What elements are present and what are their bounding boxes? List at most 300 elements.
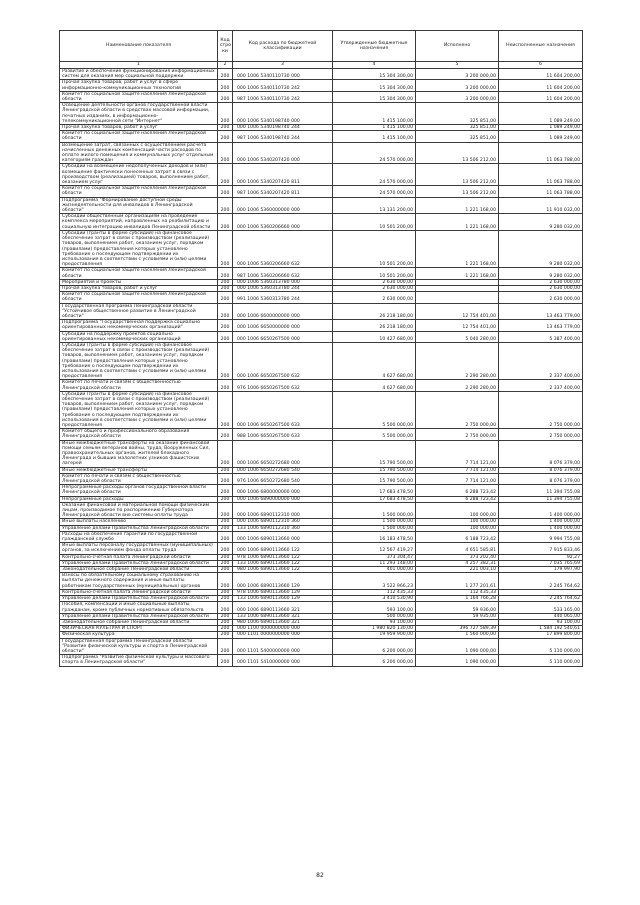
row-name-cell: Взносы по обязательному социальному страхованию на выплаты денежного содержания и иные выплаты работникам государственных (муниципальных) органов [60, 573, 218, 590]
row-code-cell: 200 [218, 125, 233, 131]
row-kbk-cell: 000 1006 5340110730 000 [233, 69, 333, 80]
row-remaining-cell: 11 063 788,00 [499, 164, 583, 186]
row-name-cell: Прочая закупка товаров, работ и услуг [60, 125, 218, 131]
table-row [60, 543, 583, 554]
row-remaining-cell: 2 630 000,00 [499, 279, 583, 285]
row-remaining-cell: 92,27 [499, 554, 583, 560]
row-approved-cell: 1 415 100,00 [333, 131, 416, 142]
row-code-cell: 200 [218, 142, 233, 164]
row-code-cell: 200 [218, 320, 233, 331]
row-code-cell: 200 [218, 632, 233, 638]
row-kbk-cell: 000 1006 6650272680 540 [233, 467, 333, 473]
table-header [60, 31, 583, 69]
header-executed: Исполнено [416, 31, 499, 62]
row-kbk-cell: 000 1006 6600000000 000 [233, 303, 333, 320]
row-executed-cell: 6 188 723,42 [416, 531, 499, 542]
row-code-cell: 200 [218, 69, 233, 80]
row-kbk-cell: 980 1006 6890113660 122 [233, 567, 333, 573]
row-approved-cell: 26 218 180,00 [333, 303, 416, 320]
row-kbk-cell: 000 1006 5360313780 000 [233, 279, 333, 285]
row-remaining-cell: 13 463 779,00 [499, 320, 583, 331]
row-name-cell: Иные межбюджетные трансферты на оказание финансовой помощи семьям ветеранов войны, труда, Вооруженных Сил, правоохранительных органов, жителей блокадного Ленинграда и бывших малолетних узников фашистских лагерей [60, 440, 218, 467]
row-name-cell: Управление делами Правительства Ленинградской области [60, 560, 218, 566]
row-executed-cell: 396 727 589,39 [416, 626, 499, 632]
budget-execution-table [59, 30, 583, 667]
header-code: Код стро ки [218, 31, 233, 62]
table-row [60, 197, 583, 214]
table-row [60, 292, 583, 303]
row-executed-cell: 6 288 723,42 [416, 485, 499, 496]
row-executed-cell [416, 292, 499, 303]
row-name-cell: Непрограммные расходы [60, 496, 218, 502]
row-remaining-cell: 2 630 000,00 [499, 285, 583, 291]
row-name-cell: Комитет по социальной защите населения Ленинградской области [60, 268, 218, 279]
row-executed-cell: 12 754 401,00 [416, 303, 499, 320]
row-executed-cell: 7 714 121,00 [416, 440, 499, 467]
row-name-cell: Подпрограмма "Государственная поддержка социально ориентированных некоммерческих организаций" [60, 320, 218, 331]
row-name-cell: Комитет общего и профессионального образования Ленинградской области [60, 429, 218, 440]
table-row [60, 142, 583, 164]
row-approved-cell: 4 627 680,00 [333, 380, 416, 391]
table-row [60, 331, 583, 342]
row-executed-cell: 12 754 401,00 [416, 320, 499, 331]
row-name-cell: Прочая закупка товаров, работ и услуг в сфере информационно-коммуникационных технологий [60, 80, 218, 91]
row-executed-cell: 3 200 000,00 [416, 69, 499, 80]
row-kbk-cell: 978 1006 6890113660 129 [233, 589, 333, 595]
row-kbk-cell: 988 1006 6650267500 633 [233, 429, 333, 440]
row-name-cell: Физическая культура [60, 632, 218, 638]
row-code-cell: 200 [218, 279, 233, 285]
row-remaining-cell: 9 280 032,00 [499, 268, 583, 279]
row-code-cell: 200 [218, 230, 233, 267]
row-name-cell: Комитет по социальной защите населения Ленинградской области [60, 186, 218, 197]
row-executed-cell: 112 435,33 [416, 589, 499, 595]
row-code-cell: 200 [218, 467, 233, 473]
row-kbk-cell: 000 1006 6650272680 000 [233, 440, 333, 467]
table-row [60, 473, 583, 484]
row-name-cell: Иные выплаты персоналу государственных (муниципальных) органов, за исключением фонда оплаты труда [60, 543, 218, 554]
table-row [60, 103, 583, 125]
row-kbk-cell: 000 1006 6890113660 321 [233, 602, 333, 613]
row-kbk-cell: 000 1006 5340198740 000 [233, 103, 333, 125]
row-executed-cell: 2 290 280,00 [416, 380, 499, 391]
row-kbk-cell: 133 1006 6890113660 129 [233, 596, 333, 602]
header-name: Наименование показателя [60, 31, 218, 62]
row-code-cell: 200 [218, 543, 233, 554]
row-kbk-cell: 000 1006 6890113660 129 [233, 573, 333, 590]
row-executed-cell: 5 040 280,00 [416, 331, 499, 342]
row-code-cell: 200 [218, 440, 233, 467]
row-executed-cell: 1 090 000,00 [416, 638, 499, 655]
row-remaining-cell: 13 463 779,00 [499, 303, 583, 320]
row-approved-cell: 112 435,33 [333, 589, 416, 595]
row-approved-cell: 15 790 500,00 [333, 467, 416, 473]
row-name-cell: Комитет по печати и связям с общественностью Ленинградской области [60, 473, 218, 484]
row-kbk-cell: 987 1006 5340110730 242 [233, 91, 333, 102]
header-kbk: Код расхода по бюджетной классификации [233, 31, 333, 62]
row-name-cell: Освещение деятельности органов государственной власти Ленинградской области в средствах массовой информации, печатных изданиях, в информационно-телекоммуникационной сети "Интернет" [60, 103, 218, 125]
table-row [60, 186, 583, 197]
row-name-cell: Расходы на обеспечение гарантий по государственной гражданской службе [60, 531, 218, 542]
row-name-cell: ФИЗИЧЕСКАЯ КУЛЬТУРА И СПОРТ [60, 626, 218, 632]
row-kbk-cell: 133 1006 6890112310 360 [233, 525, 333, 531]
table-row [60, 80, 583, 91]
row-remaining-cell: 11 604 200,00 [499, 80, 583, 91]
row-remaining-cell: 9 280 032,00 [499, 214, 583, 231]
row-name-cell: Государственная программа Ленинградской области "Устойчивое общественное развитие в Ленинградской области" [60, 303, 218, 320]
row-executed-cell: 1 560 000,00 [416, 632, 499, 638]
row-kbk-cell: 976 1006 6650267500 632 [233, 380, 333, 391]
row-approved-cell: 1 415 100,00 [333, 125, 416, 131]
row-kbk-cell: 000 1006 5340207420 000 [233, 142, 333, 164]
row-code-cell: 200 [218, 613, 233, 619]
row-remaining-cell: 5 387 400,00 [499, 331, 583, 342]
row-kbk-cell: 000 1006 6650267500 633 [233, 391, 333, 428]
table-row [60, 230, 583, 267]
row-executed-cell: 100 000,00 [416, 525, 499, 531]
row-code-cell: 200 [218, 502, 233, 519]
row-kbk-cell: 978 1006 6890113660 122 [233, 554, 333, 560]
row-executed-cell: 2 750 000,00 [416, 429, 499, 440]
row-kbk-cell: 000 1006 5360313780 244 [233, 285, 333, 291]
row-remaining-cell: 11 063 788,00 [499, 186, 583, 197]
row-executed-cell: 100 000,00 [416, 519, 499, 525]
header-approved: Утвержденные бюджетные назначения [333, 31, 416, 62]
row-name-cell: Субсидии (гранты в форме субсидий) на финансовое обеспечение затрат в связи с производством (реализацией) товаров, выполнением работ, оказанием услуг, порядком (правилами) предоставления которых установлено требование о последующем подтверждении их использования в соответствии с условиями и (или) целями предоставления [60, 391, 218, 428]
row-approved-cell: 13 131 200,00 [333, 197, 416, 214]
row-remaining-cell: 93 100,00 [499, 619, 583, 625]
row-approved-cell: 10 501 200,00 [333, 214, 416, 231]
row-executed-cell: 2 290 280,00 [416, 342, 499, 379]
row-remaining-cell: 1 400 000,00 [499, 525, 583, 531]
row-code-cell: 200 [218, 496, 233, 502]
row-remaining-cell: 2 630 000,00 [499, 292, 583, 303]
row-kbk-cell: 000 1006 6890000000 000 [233, 496, 333, 502]
row-code-cell: 200 [218, 519, 233, 525]
row-executed-cell: 1 221 168,00 [416, 230, 499, 267]
row-code-cell: 200 [218, 589, 233, 595]
row-name-cell: Субсидии (гранты в форме субсидий) на финансовое обеспечение затрат в связи с производством (реализацией) товаров, выполнением работ, оказанием услуг, порядком (правилами) предоставления которых установлено требование о последующем подтверждении их использования в соответствии с условиями и (или) целями предоставления [60, 230, 218, 267]
row-approved-cell: 6 200 000,00 [333, 655, 416, 666]
row-code-cell: 200 [218, 268, 233, 279]
row-remaining-cell: 440 065,00 [499, 613, 583, 619]
row-kbk-cell: 987 1006 5340207420 811 [233, 186, 333, 197]
row-approved-cell: 1 500 000,00 [333, 525, 416, 531]
column-number: 2 [218, 62, 233, 69]
row-remaining-cell: 11 063 788,00 [499, 142, 583, 164]
row-remaining-cell: 2 750 000,00 [499, 391, 583, 428]
row-code-cell: 200 [218, 303, 233, 320]
row-code-cell: 200 [218, 655, 233, 666]
row-kbk-cell: 000 1006 6890113660 000 [233, 531, 333, 542]
row-approved-cell: 24 570 000,00 [333, 186, 416, 197]
row-name-cell: Субсидии (гранты в форме субсидий) на финансовое обеспечение затрат в связи с производством (реализацией) товаров, выполнением работ, оказанием услуг, порядком (правилами) предоставления которых установлено требование о последующем подтверждении их использования в соответствии с условиями и (или) целями предоставления [60, 342, 218, 379]
row-executed-cell: 1 221 168,00 [416, 214, 499, 231]
row-kbk-cell: 000 1006 5360000000 000 [233, 197, 333, 214]
column-number: 6 [499, 62, 583, 69]
row-approved-cell: 4 627 680,00 [333, 342, 416, 379]
row-kbk-cell: 980 1006 6890113660 321 [233, 619, 333, 625]
row-code-cell: 200 [218, 186, 233, 197]
row-remaining-cell: 9 280 032,00 [499, 230, 583, 267]
row-name-cell: Прочая закупка товаров, работ и услуг [60, 285, 218, 291]
row-code-cell: 200 [218, 554, 233, 560]
row-remaining-cell: 2 245 764,62 [499, 596, 583, 602]
row-executed-cell: 1 090 000,00 [416, 655, 499, 666]
row-approved-cell: 16 183 478,50 [333, 531, 416, 542]
table-row [60, 531, 583, 542]
row-name-cell: Комитет по социальной защите населения Ленинградской области [60, 91, 218, 102]
row-remaining-cell: 2 750 000,00 [499, 429, 583, 440]
row-name-cell: Непрограммные расходы органов государственной власти Ленинградской области [60, 485, 218, 496]
row-remaining-cell: 1 089 249,00 [499, 125, 583, 131]
row-kbk-cell: 133 1006 6890113660 122 [233, 560, 333, 566]
row-kbk-cell: 000 1006 6650267500 632 [233, 342, 333, 379]
row-remaining-cell: 9 994 755,08 [499, 531, 583, 542]
row-approved-cell: 3 410 530,90 [333, 596, 416, 602]
row-approved-cell: 3 522 966,23 [333, 573, 416, 590]
row-executed-cell: 13 506 212,00 [416, 186, 499, 197]
row-executed-cell: 59 936,00 [416, 602, 499, 613]
row-remaining-cell: 5 110 000,00 [499, 638, 583, 655]
table-row [60, 573, 583, 590]
row-approved-cell: 2 630 000,00 [333, 285, 416, 291]
row-name-cell: Иные межбюджетные трансферты [60, 467, 218, 473]
row-name-cell: Контрольно-счетная палата Ленинградской области [60, 554, 218, 560]
table-row [60, 380, 583, 391]
row-remaining-cell: 11 604 200,00 [499, 91, 583, 102]
row-remaining-cell: 11 394 755,08 [499, 485, 583, 496]
row-approved-cell: 1 500 000,00 [333, 502, 416, 519]
row-kbk-cell: 000 1100 0000000000 000 [233, 626, 333, 632]
header-remaining: Неисполненные назначения [499, 31, 583, 62]
row-kbk-cell: 987 1006 5340198740 244 [233, 131, 333, 142]
table-row [60, 655, 583, 666]
row-remaining-cell: 2 245 764,62 [499, 573, 583, 590]
row-approved-cell: 5 500 000,00 [333, 391, 416, 428]
row-approved-cell: 1 980 820 130,00 [333, 626, 416, 632]
table-row [60, 429, 583, 440]
row-kbk-cell: 991 1006 5360313780 244 [233, 292, 333, 303]
row-code-cell: 200 [218, 602, 233, 613]
row-remaining-cell: 8 076 379,00 [499, 467, 583, 473]
row-name-cell: Иные выплаты населению [60, 519, 218, 525]
row-name-cell: Пособия, компенсации и иные социальные выплаты гражданам, кроме публичных нормативных обязательств [60, 602, 218, 613]
row-remaining-cell: 11 910 032,00 [499, 197, 583, 214]
row-code-cell: 200 [218, 429, 233, 440]
row-code-cell: 200 [218, 485, 233, 496]
row-executed-cell: 2 750 000,00 [416, 391, 499, 428]
row-name-cell: Государственная программа Ленинградской области "Развитие физической культуры и спорта в Ленинградской области" [60, 638, 218, 655]
row-name-cell: Подпрограмма "Формирование доступной среды жизнедеятельности для инвалидов в Ленинградской области" [60, 197, 218, 214]
row-code-cell: 200 [218, 292, 233, 303]
row-remaining-cell: 8 076 379,00 [499, 473, 583, 484]
row-kbk-cell: 000 1006 6890112310 360 [233, 519, 333, 525]
row-name-cell: Комитет по социальной защите населения Ленинградской области [60, 131, 218, 142]
row-code-cell: 200 [218, 164, 233, 186]
table-body [60, 69, 583, 667]
row-executed-cell: 4 651 585,81 [416, 543, 499, 554]
row-remaining-cell: 5 110 000,00 [499, 655, 583, 666]
row-remaining-cell: 1 584 192 540,61 [499, 626, 583, 632]
row-name-cell: Управление делами Правительства Ленинградской области [60, 525, 218, 531]
row-approved-cell: 2 630 000,00 [333, 292, 416, 303]
column-number: 5 [416, 62, 499, 69]
row-executed-cell: 4 257 382,31 [416, 560, 499, 566]
row-executed-cell: 325 851,00 [416, 103, 499, 125]
row-remaining-cell: 1 089 249,00 [499, 131, 583, 142]
row-kbk-cell: 000 1006 6800000000 000 [233, 485, 333, 496]
column-number: 3 [233, 62, 333, 69]
row-name-cell: Подпрограмма "Развитие физической культуры и массового спорта в Ленинградской области" [60, 655, 218, 666]
row-approved-cell: 10 501 200,00 [333, 230, 416, 267]
row-name-cell: Развитие и обеспечение функционирования информационных систем для оказания мер социальной поддержки [60, 69, 218, 80]
row-executed-cell: 325 851,00 [416, 125, 499, 131]
row-approved-cell: 15 790 500,00 [333, 440, 416, 467]
row-remaining-cell: 1 400 000,00 [499, 502, 583, 519]
row-approved-cell: 10 427 680,00 [333, 331, 416, 342]
table-row [60, 164, 583, 186]
table-row [60, 342, 583, 379]
row-name-cell: Субсидии на поддержку проектов социально ориентированных некоммерческих организаций [60, 331, 218, 342]
row-remaining-cell: 1 400 000,00 [499, 519, 583, 525]
row-code-cell: 200 [218, 619, 233, 625]
row-name-cell: Законодательное собрание Ленинградской области [60, 619, 218, 625]
row-executed-cell: 1 221 168,00 [416, 197, 499, 214]
row-name-cell: Возмещение затрат, связанных с осуществлением расчета начисленных денежных компенсаций части расходов по оплате жилого помещения и коммунальных услуг отдельным категориям граждан [60, 142, 218, 164]
table-row [60, 303, 583, 320]
row-approved-cell: 15 304 300,00 [333, 91, 416, 102]
row-name-cell: Управление делами Правительства Ленинградской области [60, 596, 218, 602]
row-executed-cell: 13 506 212,00 [416, 142, 499, 164]
row-remaining-cell: 8 076 379,00 [499, 440, 583, 467]
row-executed-cell: 3 200 000,00 [416, 80, 499, 91]
row-remaining-cell: 1 089 249,00 [499, 103, 583, 125]
row-kbk-cell: 133 1006 6890113660 321 [233, 613, 333, 619]
row-executed-cell: 221 003,10 [416, 567, 499, 573]
row-kbk-cell: 000 1006 6890112310 000 [233, 502, 333, 519]
row-executed-cell: 13 506 212,00 [416, 164, 499, 186]
row-approved-cell: 17 683 478,50 [333, 485, 416, 496]
table-row [60, 91, 583, 102]
row-approved-cell: 12 567 419,27 [333, 543, 416, 554]
row-executed-cell: 59 935,00 [416, 613, 499, 619]
row-executed-cell: 7 714 121,00 [416, 473, 499, 484]
row-remaining-cell: 179 997,90 [499, 567, 583, 573]
row-approved-cell: 93 100,00 [333, 619, 416, 625]
row-approved-cell: 10 501 200,00 [333, 268, 416, 279]
row-name-cell: Оказание финансовой и материальной помощи физическим лицам, производимое по распоряжению Губернатора Ленинградской области вне системы оплаты труда [60, 502, 218, 519]
row-approved-cell: 6 200 000,00 [333, 638, 416, 655]
row-kbk-cell: 000 1006 5340207420 811 [233, 164, 333, 186]
table-row [60, 268, 583, 279]
row-code-cell: 200 [218, 103, 233, 125]
row-kbk-cell: 000 1006 6650000000 000 [233, 320, 333, 331]
row-executed-cell: 6 288 723,42 [416, 496, 499, 502]
table-row [60, 320, 583, 331]
row-code-cell: 200 [218, 80, 233, 91]
row-code-cell: 200 [218, 567, 233, 573]
table-row [60, 391, 583, 428]
row-approved-cell: 1 415 100,00 [333, 103, 416, 125]
row-remaining-cell: 7 035 765,69 [499, 560, 583, 566]
row-remaining-cell: 2 337 400,00 [499, 342, 583, 379]
row-kbk-cell: 000 1101 0000000000 000 [233, 632, 333, 638]
row-approved-cell: 15 790 500,00 [333, 473, 416, 484]
row-kbk-cell: 000 1006 5340110730 242 [233, 80, 333, 91]
row-name-cell: Мероприятия и проекты [60, 279, 218, 285]
row-kbk-cell: 000 1006 5360206660 000 [233, 214, 333, 231]
row-executed-cell: 373 202,40 [416, 554, 499, 560]
row-approved-cell: 593 100,00 [333, 602, 416, 613]
row-approved-cell: 2 630 000,00 [333, 279, 416, 285]
row-kbk-cell: 987 1006 5360206660 632 [233, 268, 333, 279]
row-approved-cell: 26 218 180,00 [333, 320, 416, 331]
row-name-cell: Контрольно-счетная палата Ленинградской области [60, 589, 218, 595]
row-executed-cell: 1 221 168,00 [416, 268, 499, 279]
row-approved-cell: 15 304 300,00 [333, 80, 416, 91]
row-executed-cell: 7 714 121,00 [416, 467, 499, 473]
row-kbk-cell: 000 1101 5400000000 000 [233, 638, 333, 655]
row-remaining-cell: 533 165,00 [499, 602, 583, 613]
row-executed-cell: 325 851,00 [416, 131, 499, 142]
row-code-cell: 200 [218, 380, 233, 391]
row-code-cell: 200 [218, 473, 233, 484]
table-row [60, 638, 583, 655]
table-row [60, 485, 583, 496]
row-name-cell: Законодательное собрание Ленинградской области [60, 567, 218, 573]
column-number: 4 [333, 62, 416, 69]
row-code-cell: 200 [218, 573, 233, 590]
row-approved-cell: 5 500 000,00 [333, 429, 416, 440]
row-code-cell: 200 [218, 197, 233, 214]
row-executed-cell: 1 164 766,28 [416, 596, 499, 602]
row-name-cell: Управление делами Правительства Ленинградской области [60, 613, 218, 619]
row-name-cell: Комитет по печати и связям с общественностью Ленинградской области [60, 380, 218, 391]
row-approved-cell: 401 000,00 [333, 567, 416, 573]
row-kbk-cell: 000 1006 6890113660 122 [233, 543, 333, 554]
row-approved-cell: 17 683 478,50 [333, 496, 416, 502]
page-number: 82 [316, 872, 324, 879]
row-executed-cell: 100 000,00 [416, 502, 499, 519]
table-row [60, 214, 583, 231]
row-name-cell: Комитет по социальной защите населения Ленинградской области [60, 292, 218, 303]
row-code-cell: 200 [218, 626, 233, 632]
row-kbk-cell: 000 1006 5360206660 632 [233, 230, 333, 267]
table-row [60, 440, 583, 467]
row-kbk-cell: 976 1006 6650272680 540 [233, 473, 333, 484]
row-code-cell: 200 [218, 91, 233, 102]
table-row [60, 602, 583, 613]
row-kbk-cell: 000 1006 6650267500 000 [233, 331, 333, 342]
table-row [60, 69, 583, 80]
row-executed-cell: 3 200 000,00 [416, 91, 499, 102]
table-row [60, 502, 583, 519]
row-approved-cell: 500 000,00 [333, 613, 416, 619]
row-approved-cell: 373 304,47 [333, 554, 416, 560]
row-code-cell: 200 [218, 331, 233, 342]
row-approved-cell: 11 293 148,00 [333, 560, 416, 566]
row-remaining-cell: 17 899 800,00 [499, 632, 583, 638]
row-approved-cell: 19 959 900,00 [333, 632, 416, 638]
row-code-cell: 200 [218, 214, 233, 231]
row-code-cell: 200 [218, 638, 233, 655]
row-code-cell: 200 [218, 342, 233, 379]
row-code-cell: 200 [218, 525, 233, 531]
row-remaining-cell: 11 604 200,00 [499, 69, 583, 80]
row-name-cell: Субсидии на возмещение недополученных доходов и (или) возмещение фактически понесенных затрат в связи с производством (реализацией) товаров, выполнением работ, оказанием услуг [60, 164, 218, 186]
row-remaining-cell: 7 915 833,46 [499, 543, 583, 554]
